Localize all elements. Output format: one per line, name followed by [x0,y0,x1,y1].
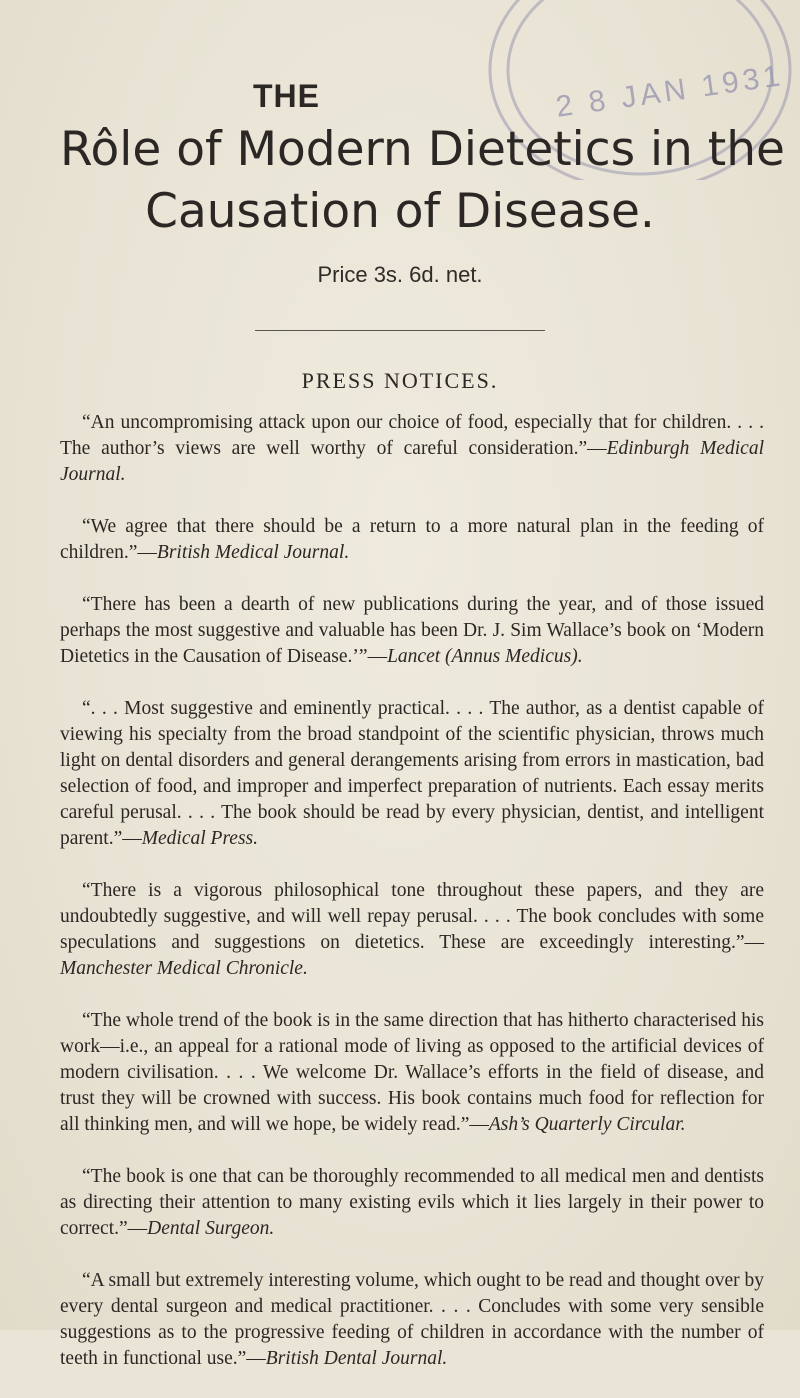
press-notice [60,1008,764,1138]
press-notice [60,878,764,982]
notice-quote: “There has been a dearth of new publications during the year, and of those issued perhaps the most suggestive and valuable has been Dr. J. Sim Wallace’s book on ‘Modern Dietetics in the Causation of Disease.’”— [60,594,764,667]
notice-quote: “A small but extremely interesting volume, which ought to be read and thought over by every dental surgeon and medical practitioner. . . . Concludes with some very sensible suggestions as to the progressive feeding of children in accordance with the number of teeth in functional use.”— [60,1270,764,1369]
notice-source: British Medical Journal. [156,542,350,563]
notice-source: Dental Surgeon. [147,1218,275,1239]
press-notice [60,1268,764,1372]
press-notice [60,1164,764,1242]
book-title-line-2: Causation of Disease. [145,184,655,239]
notice-source: Manchester Medical Chronicle. [60,958,308,979]
notice-source: British Dental Journal. [265,1348,448,1369]
library-stamp-date: 2 8 JAN 1931 [553,59,786,124]
notice-source: Ash’s Quarterly Circular. [488,1114,686,1135]
press-notice [60,696,764,852]
section-heading: PRESS NOTICES. [301,368,499,393]
notice-quote: “The whole trend of the book is in the same direction that has hitherto characterised his work—i.e., an appeal for a rational mode of living as opposed to the artificial devices of modern civilisation. . . . We welcome Dr. Wallace’s efforts in the field of disease, and trust they will be crowned with success. His book contains much food for reflection for all thinking men, and will we hope, be widely read.”— [60,1010,764,1135]
divider [255,330,545,331]
notice-source: Edinburgh Medical Journal. [60,438,764,485]
press-notice [60,410,764,488]
title-prefix: THE [253,78,320,114]
price: Price 3s. 6d. net. [317,262,483,287]
press-notice [60,592,764,670]
notice-source: Lancet (Annus Medicus). [387,646,583,667]
notice-quote: “An uncompromising attack upon our choice of food, especially that for children. . . . The author’s views are well worthy of careful consideration.”— [60,412,764,459]
press-notices-list [60,410,764,1398]
press-notice [60,514,764,566]
notice-quote: “. . . Most suggestive and eminently practical. . . . The author, as a dentist capable of viewing his specialty from the broad standpoint of the scientific physician, throws much light on dental disorders and general derangements arising from errors in mastication, bad selection of food, and improper and imperfect preparation of nutrients. Each essay merits careful perusal. . . . The book should be read by every physician, dentist, and intelligent parent.”— [60,698,764,849]
notice-source: Medical Press. [141,828,259,849]
notice-quote: “There is a vigorous philosophical tone throughout these papers, and they are undoubtedly suggestive, and will well repay perusal. . . . The book concludes with some speculations and suggestions on dietetics. These are exceedingly interesting.”— [60,880,764,953]
notice-quote: “The book is one that can be thoroughly recommended to all medical men and dentists as directing their attention to many existing evils which it lies largely in their power to correct.”— [60,1166,764,1239]
book-title-line-1: Rôle of Modern Dietetics in the [60,122,785,177]
notice-quote: “We agree that there should be a return to a more natural plan in the feeding of children.”— [60,516,764,563]
